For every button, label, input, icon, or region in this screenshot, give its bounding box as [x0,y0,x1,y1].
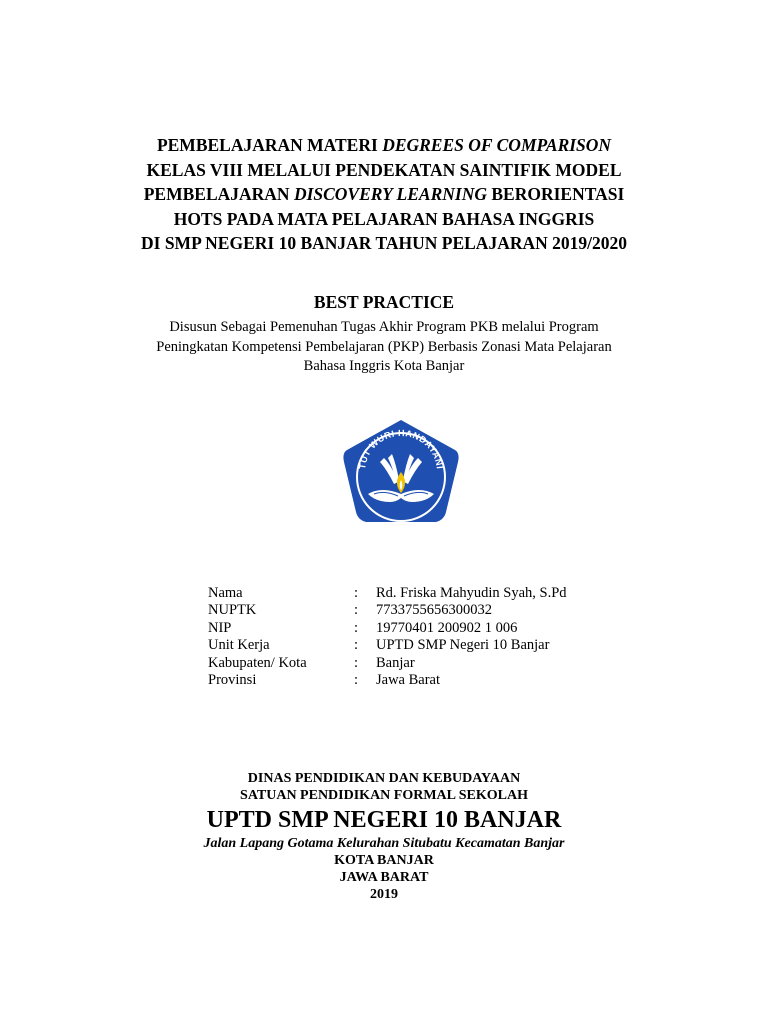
identity-value: UPTD SMP Negeri 10 Banjar [376,637,550,654]
logo-emblem-icon [340,416,462,538]
identity-value: Rd. Friska Mahyudin Syah, S.Pd [376,585,567,601]
footer-address: Jalan Lapang Gotama Kelurahan Situbatu Kecamatan Banjar [203,836,565,851]
title-italic-topic: DEGREES OF COMPARISON [382,135,612,155]
identity-value: Jawa Barat [376,672,441,689]
title-line-5: DI SMP NEGERI 10 BANJAR TAHUN PELAJARAN 2019/2020 [141,233,627,253]
identity-row-nuptk [208,602,567,619]
document-title [0,133,768,256]
identity-colon: : [354,585,359,601]
identity-value: 7733755656300032 [376,602,492,619]
footer-province: JAWA BARAT [339,870,429,885]
title-line-2: KELAS VIII MELALUI PENDEKATAN SAINTIFIK MODEL [146,159,622,180]
identity-label: Nama [208,585,243,601]
identity-row-unit-kerja [208,637,567,654]
identity-colon: : [354,654,359,671]
document-subtitle: BEST PRACTICE [313,292,455,312]
title-line-3: PEMBELAJARAN DISCOVERY LEARNING BERORIENTASI [143,184,625,204]
identity-row-kabupaten-kota [208,655,567,672]
identity-label: Kabupaten/ Kota [208,654,307,671]
description-line-1: Disusun Sebagai Pemenuhan Tugas Akhir Program PKB melalui Program [169,319,599,335]
identity-label: Provinsi [208,672,257,689]
title-italic-model: DISCOVERY LEARNING [293,184,487,204]
institution-footer [0,770,768,903]
tut-wuri-handayani-logo [340,416,462,538]
logo-ring-text: TUT WURI HANDAYANI [357,427,445,470]
footer-year: 2019 [370,887,398,902]
footer-city: KOTA BANJAR [334,853,434,868]
footer-unit: SATUAN PENDIDIKAN FORMAL SEKOLAH [240,788,528,803]
identity-value: Banjar [376,654,415,671]
identity-label: NUPTK [208,602,257,619]
description-line-3: Bahasa Inggris Kota Banjar [303,358,465,374]
document-description [0,318,768,377]
author-identity-table [208,585,567,689]
identity-colon: : [354,602,359,619]
identity-label: Unit Kerja [208,637,270,654]
identity-row-provinsi [208,672,567,689]
identity-colon: : [354,672,359,689]
title-line-4: HOTS PADA MATA PELAJARAN BAHASA INGGRIS [173,208,595,229]
description-line-2: Peningkatan Kompetensi Pembelajaran (PKP) Berbasis Zonasi Mata Pelajaran [156,338,612,355]
identity-colon: : [354,619,359,636]
identity-colon: : [354,637,359,654]
footer-agency: DINAS PENDIDIKAN DAN KEBUDAYAAN [247,771,521,786]
identity-label: NIP [208,619,232,636]
identity-row-nama [208,585,567,602]
footer-school-name: UPTD SMP NEGERI 10 BANJAR [206,807,562,833]
title-line-1: PEMBELAJARAN MATERI DEGREES OF COMPARISON [156,135,612,155]
identity-row-nip [208,620,567,637]
identity-value: 19770401 200902 1 006 [376,619,518,636]
